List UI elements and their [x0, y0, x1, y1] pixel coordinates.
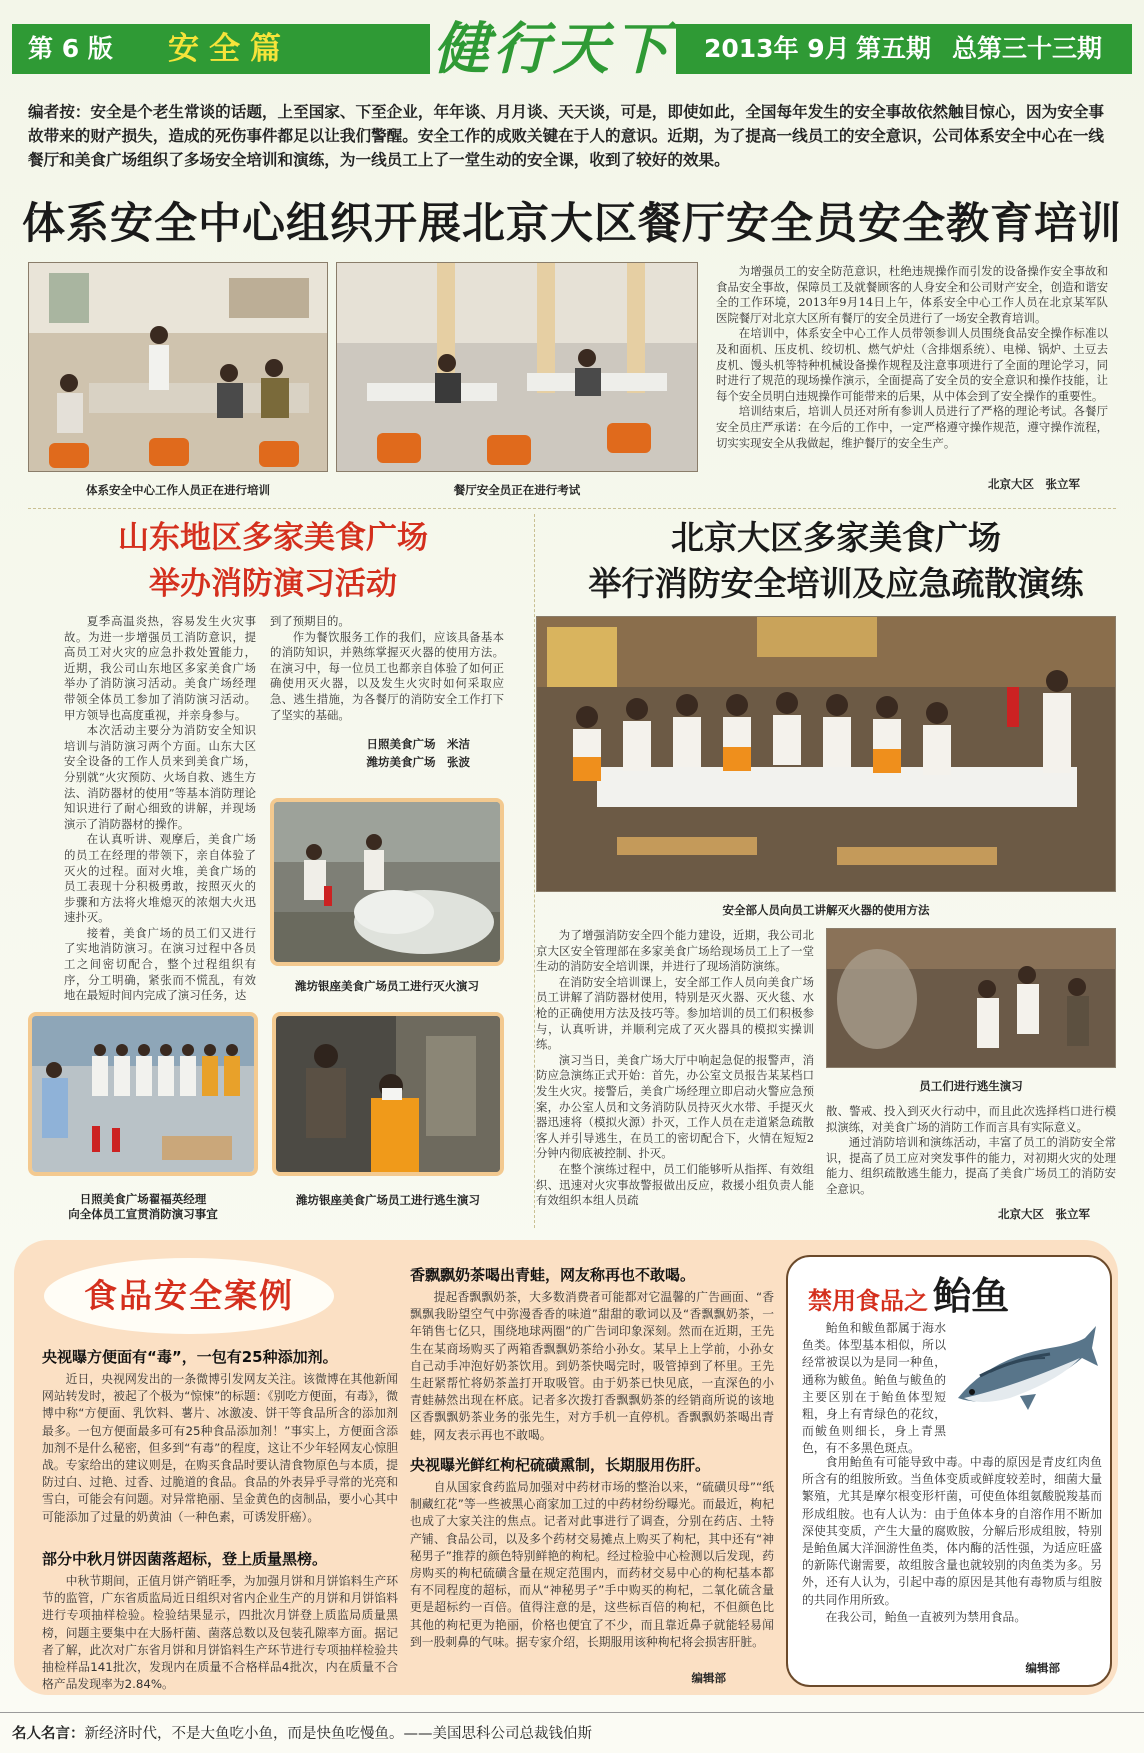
article2-paragraph: 夏季高温炎热，容易发生火灾事故。为进一步增强员工消防意识，提高员工对火灾的应急扑救处置能力，近期，我公司山东地区多家美食广场举办了消防演习活动。美食广场经理带领全体员工参加了消防演习活动。甲方领导也高度重视，并亲身参与。: [64, 614, 256, 722]
article1-paragraph: 在培训中，体系安全中心工作人员带领参训人员围绕食品安全操作标准以及和面机、压皮机、绞切机、燃气炉灶（含排烟系统）、电梯、锅炉、土豆去皮机、馒头机等特种机械设备操作规程及注意事项进行了全面的理论学习，同时进行了规范的现场操作演示，全面提高了安全员的安全意识和操作技能，让每个安全员明白违规操作可能带来的后果，从中体会到了安全操作的重要性。: [716, 326, 1108, 403]
briefing-caption-line1: 日照美食广场翟福英经理: [79, 1192, 207, 1206]
article3-byline: 北京大区 张立军: [998, 1207, 1090, 1221]
article3-headline-line2: 举行消防安全培训及应急疏散演练: [588, 564, 1084, 603]
famous-quote: [12, 1722, 592, 1743]
famous-quote-text: 新经济时代，不是大鱼吃小鱼，而是快鱼吃慢鱼。——美国思科公司总裁钱伯斯: [84, 1726, 592, 1742]
article1-headline: 体系安全中心组织开展北京大区餐厅安全员安全教育培训: [22, 199, 1122, 249]
banned-food-body: [802, 1454, 1102, 1626]
article2-column2: [270, 614, 504, 723]
article2-paragraph: 在认真听讲、观摩后，美食广场的员工在经理的带领下，亲自体验了灭火的过程。面对火堆，美食广场的员工表现十分积极勇敢，按照灭火的步骤和方法将火堆熄灭的浓烟大火迅速扑灭。: [64, 832, 256, 925]
article3-paragraph: 在消防安全培训课上，安全部工作人员向美食广场员工讲解了消防器材使用，特别是灭火器、灭火毯、水枪的正确使用方法及技巧等。参加培训的员工们积极参与，认真听讲，并顺利完成了灭火器具的模拟实操训练。: [536, 974, 814, 1052]
food-item3: [410, 1264, 774, 1444]
food-item4-text: 自从国家食药监局加强对中药材市场的整治以来，“硫磺贝母”“纸制藏红花”等一些被黑心商家加工过的中药材纷纷曝光。而最近，枸杞也成了大家关注的焦点。记者对此事进行了调查，分别在药店、土特产铺、食品公司，以及多个药材交易摊点上购买了枸杞，其中还有“神秘男子”推荐的颜色特别鲜艳的枸杞。经过检验中心检测以后发现，药房购买的枸杞硫磺含量在规定范围内，而药材交易中心的枸杞基本都有不同程度的超标，而从“神秘男子”手中购买的枸杞，二氧化硫含量更是超标约一百倍。值得注意的是，这些标百倍的枸杞，不但颜色比其他的枸杞更为艳丽，价格也便宜了不少，而且靠近鼻子就能轻易闻到一股刺鼻的气味。据专家介绍，长期服用该种枸杞将会损害肝脏。: [410, 1480, 774, 1649]
banned-food-title-prefix: 禁用食品之: [808, 1286, 928, 1315]
article2-byline2: 潍坊美食广场 张波: [366, 755, 470, 769]
food-item2: [42, 1548, 398, 1693]
food-item3-headline: 香飘飘奶茶喝出青蛙，网友称再也不敢喝。: [410, 1266, 696, 1284]
escape-drill-photo: [272, 1012, 504, 1176]
training-photo: [28, 262, 328, 472]
banned-food-intro: [802, 1320, 946, 1458]
briefing-caption-line2: 向全体员工宣贯消防演习事宜: [68, 1207, 218, 1221]
food-item1: [42, 1346, 398, 1526]
banned-food-byline: 编辑部: [1025, 1661, 1060, 1675]
exam-photo-caption: 餐厅安全员正在进行考试: [453, 483, 581, 497]
issue-number: 第五期: [856, 34, 932, 63]
column-divider: [534, 514, 535, 1228]
article3-paragraph: 为了增强消防安全四个能力建设，近期，我公司北京大区安全管理部在多家美食广场给现场员工上了一堂生动的消防安全培训课，并进行了现场消防演练。: [536, 928, 814, 974]
article2-headline-line2: 举办消防演习活动: [149, 566, 397, 602]
article1-body: [716, 264, 1108, 451]
fire-drill-photo-caption: 潍坊银座美食广场员工进行灭火演习: [295, 979, 479, 993]
food-item3-text: 提起香飘飘奶茶，大多数消费者可能都对它温馨的广告画面、“香飘飘我盼望空气中弥漫香香的味道”甜甜的歌词以及“香飘飘奶茶，一年销售七亿只，围绕地球两圈”的广告词印象深刻。然而在近期，王先生在某商场购买了两箱香飘飘奶茶给小孙女。某早上上学前，小孙女自己动手冲泡好奶茶饮用。到奶茶快喝完时，吸管掉到了杯里。王先生赶紧帮忙将奶茶盖打开取吸管。由于奶茶已快见底，一直深色的小青蛙赫然出现在杯底。记者多次拨打香飘飘奶茶的经销商所说的该地区香飘飘奶茶业务的张先生，对方手机一直停机。香飘飘奶茶喝出青蛙，网友表示再也不敢喝。: [410, 1290, 774, 1442]
food-safety-title: 食品安全案例: [84, 1276, 294, 1315]
article2-headline-line1: 山东地区多家美食广场: [118, 520, 428, 556]
masthead-logo: 健行天下: [433, 16, 673, 82]
article3-paragraph: 在整个演练过程中，员工们能够听从指挥、有效组织、迅速对火灾事故警报做出反应，救援小组负责人能有效组织本组人员疏: [536, 1161, 814, 1208]
article2-paragraph: 本次活动主要分为消防安全知识培训与消防演习两个方面。山东大区安全设备的工作人员来到美食广场，分别就“火灾预防、火场自救、逃生方法、消防器材的使用”等基本消防理论知识进行了耐心细致的讲解，并现场演示了消防器材的操作。: [64, 723, 256, 831]
section-divider: [28, 508, 1116, 509]
food-item4-headline: 央视曝光鲜红枸杞硫磺熏制，长期服用伤肝。: [410, 1456, 711, 1474]
editor-note: 编者按：安全是个老生常谈的话题，上至国家、下至企业，年年谈、月月谈、天天谈，可是，即使如此，全国每年发生的安全事故依然触目惊心，因为安全事故带来的财产损失，造成的死伤事件都足以让我们警醒。安全工作的成败关键在于人的意识。近期，为了提高一线员工的安全意识，公司体系安全中心在一线餐厅和美食广场组织了多场安全培训和演练，为一线员工上了一堂生动的安全课，收到了较好的效果。: [28, 103, 1104, 169]
briefing-photo-caption: [28, 1192, 258, 1222]
food-item4: [410, 1454, 774, 1651]
article2-paragraph: 作为餐饮服务工作的我们，应该具备基本的消防知识，并熟练掌握灭火器的使用方法。在演习中，每一位员工也都亲自体验了如何正确使用灭火器，以及发生火灾时如何采取应急、逃生措施，为各餐厅的消防安全工作打下了坚实的基础。: [270, 629, 504, 722]
banned-food-title-main: 鲐鱼: [933, 1273, 1010, 1318]
food-item1-text: 近日，央视网发出的一条微博引发网友关注。该微博在其他新闻网站转发时，被起了个极为“惊悚”的标题：《别吃方便面，有毒》，微博中称“方便面、乳饮料、薯片、冰激凌、饼干等食品所含的添加剂最多。一包方便面最多可有25种食品添加剂！”事实上，方便面含添加剂不是什么秘密，但多到“有毒”的程度，这让不少年轻网友心惊胆战。专家给出的建议则是，在购买食品时要认清食物原色与本质，提防过白、过艳、过香、过脆道的食品。食品的外表异乎寻常的光亮和雪白，可能会有问题。对异常艳丽、呈金黄色的卤制品，要小心其中可能添加了过量的奶黄油（一种色素，可诱发肝癌）。: [42, 1372, 398, 1524]
food-item2-text: 中秋节期间，正值月饼产销旺季，为加强月饼和月饼馅料生产环节的监管，广东省质监局近日组织对省内企业生产的月饼和月饼馅料进行专项抽样检验。检验结果显示，四批次月饼登上质监局质量黑榜，问题主要集中在大肠杆菌、菌落总数以及包装孔隙率方面。据记者了解，此次对广东省月饼和月饼馅料生产环节进行专项抽样检验共抽检样品141批次，发现内在质量不合格样品4批次，内在质量不合格产品发现率为2.84%。: [42, 1574, 398, 1692]
edition-number: 第 6 版: [28, 34, 113, 63]
extinguisher-demo-caption: 安全部人员向员工讲解灭火器的使用方法: [722, 903, 930, 917]
exam-photo: [336, 262, 698, 472]
article2-column1: [64, 614, 256, 1004]
food-item2-headline: 部分中秋月饼因菌落超标，登上质量黑榜。: [42, 1550, 328, 1568]
article2-paragraph: 接着，美食广场的员工们又进行了实地消防演习。在演习过程中各员工之间密切配合，整个过程组织有序，分工明确，紧张而不慌乱，有效地在最短时间内完成了演习任务，达: [64, 925, 256, 1003]
article2-byline1: 日照美食广场 米洁: [366, 737, 470, 751]
food-item1-headline: 央视曝方便面有“毒”，一包有25种添加剂。: [42, 1348, 338, 1366]
article3-headline-line1: 北京大区多家美食广场: [671, 518, 1001, 557]
banned-food-paragraph: 在我公司，鲐鱼一直被列为禁用食品。: [825, 1609, 1027, 1624]
article3-paragraph: 散、警戒、投入到灭火行动中，而且此次选择档口进行模拟演练，对美食广场的消防工作而言具有实际意义。: [826, 1104, 1116, 1134]
training-photo-caption: 体系安全中心工作人员正在进行培训: [86, 483, 270, 497]
extinguisher-demo-photo: [536, 616, 1116, 892]
escape-drill-photo-caption: 潍坊银座美食广场员工进行逃生演习: [296, 1193, 480, 1207]
escape-practice-photo: [826, 928, 1116, 1068]
issue-date: 2013年 9月: [704, 34, 850, 63]
famous-quote-label: 名人名言：: [12, 1726, 85, 1742]
banned-food-title: [808, 1265, 1098, 1318]
banned-food-paragraph: 食用鲐鱼有可能导致中毒。中毒的原因是青皮红肉鱼所含有的组胺所致。当鱼体变质或鲜度较差时，细菌大量繁殖，尤其是摩尔根变形杆菌，可使鱼体组氨酸脱羧基而形成组胺。也有人认为：由于鱼体本身的自溶作用不断加深使其变质，产生大量的腐败胺，分解后形成组胺，特别是鲐鱼属大洋洄游性鱼类，体内酶的活性强，为适应旺盛的新陈代谢需要，故组胺含量也就较别的肉鱼类为多。另外，还有人认为，引起中毒的原因是其他有毒物质与组胺的共同作用所致。: [802, 1455, 1102, 1607]
food-safety-byline: 编辑部: [691, 1671, 726, 1685]
article2-paragraph: 到了预期目的。: [270, 614, 350, 628]
escape-practice-caption: 员工们进行逃生演习: [919, 1079, 1023, 1093]
footer-rule: [0, 1712, 1144, 1713]
article1-paragraph: 培训结束后，培训人员还对所有参训人员进行了严格的理论考试。各餐厅安全员庄严承诺：在今后的工作中，一定严格遵守操作规范，遵守操作流程，切实实现安全从我做起，维护餐厅的安全生产。: [716, 404, 1108, 450]
article3-paragraph: 通过消防培训和演练活动，丰富了员工的消防安全常识，提高了员工应对突发事件的能力，对初期火灾的处理能力、组织疏散逃生能力，提高了美食广场员工的消防安全意识。: [826, 1135, 1116, 1196]
briefing-photo: [28, 1012, 258, 1176]
mackerel-image: [950, 1318, 1100, 1428]
section-title: 安全篇: [168, 31, 291, 67]
banned-food-paragraph: 鲐鱼和鲅鱼都属于海水鱼类。体型基本相似，所以经常被误以为是同一种鱼，通称为鲅鱼。鲐鱼与鲅鱼的主要区别在于鲐鱼体型短粗，身上有青绿色的花纹，而鲅鱼则细长，身上青黑色，有不多黑色斑点。: [802, 1321, 946, 1456]
article3-paragraph: 演习当日，美食广场大厅中响起急促的报警声，消防应急演练正式开始：首先，办公室文员报告某某档口发生火灾。接警后，美食广场经理立即启动火警应急预案，办公室人员和文务消防队员持灭火水带、手提灭火器迅速将（模拟火源）扑灭，工作人员在走道紧急疏散客人并引导逃生，在员工的密切配合下，火情在短短2分钟内彻底被控制、扑灭。: [536, 1052, 814, 1161]
article3-column1: [536, 928, 814, 1209]
article3-column2: [826, 1104, 1116, 1198]
article1-paragraph: 为增强员工的安全防范意识，杜绝违规操作而引发的设备操作安全事故和食品安全事故，保障员工及就餐顾客的人身安全和公司财产安全，创造和谐安全的工作环境，2013年9月14日上午，体系安全中心工作人员在北京某军队医院餐厅对北京大区所有餐厅的安全员进行了一场安全教育培训。: [716, 264, 1108, 325]
total-issue-number: 总第三十三期: [952, 34, 1103, 63]
fire-drill-photo: [270, 798, 504, 966]
article1-byline: 北京大区 张立军: [988, 477, 1080, 491]
